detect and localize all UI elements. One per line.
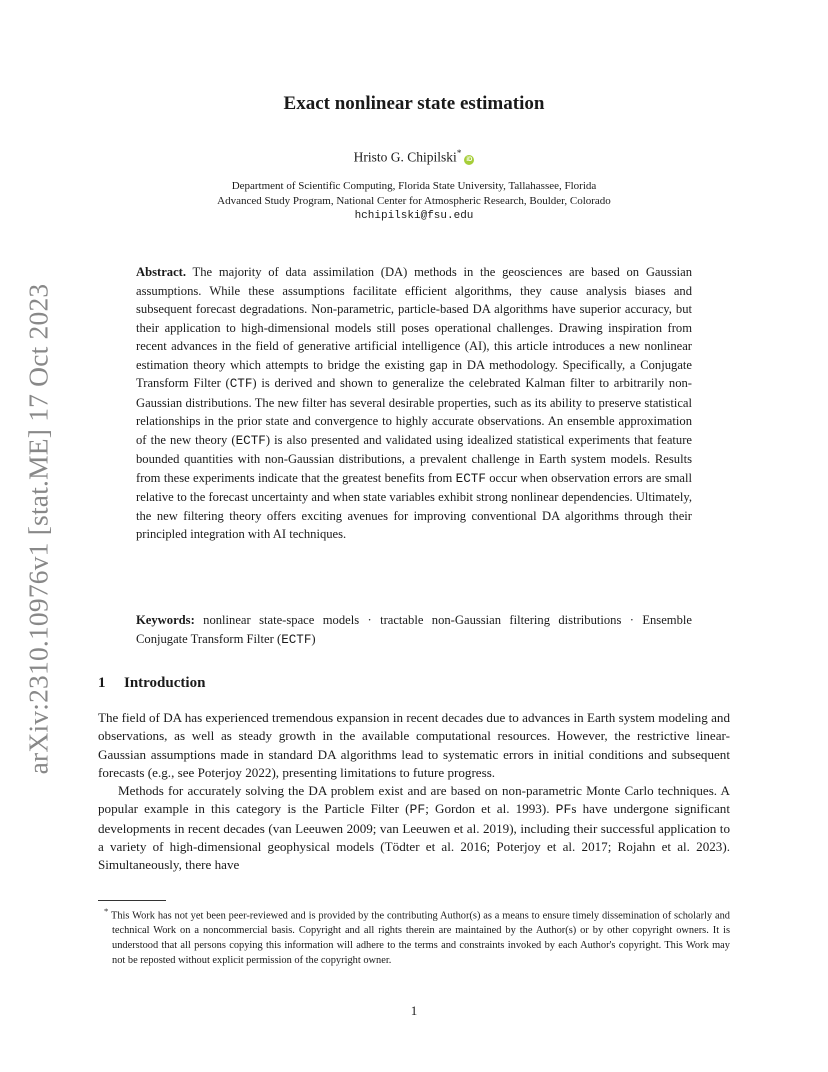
abstract-text-2: ) is derived and shown to generalize the celebrated Kalman filter to arbitrarily non-Gaussian distributions. The new filter has several desirable properties, such as its ability to preserve statistical relationships in the prior state and convergence to highly accurate observations. An ensemble approximation of the new theory ( xyxy=(136,376,692,447)
section-heading xyxy=(98,675,205,692)
affiliation-1: Department of Scientific Computing, Florida State University, Tallahassee, Florida xyxy=(231,180,597,192)
affiliations xyxy=(0,179,828,224)
keywords-text: nonlinear state-space models · tractable non-Gaussian filtering distributions · Ensemble Conjugate Transform Filter ( xyxy=(136,613,692,646)
introduction-body xyxy=(98,709,730,875)
abstract-text-4: occur when observation errors are small relative to the forecast uncertainty and when state variables exhibit strong nonlinear dependencies. Ultimately, the new filtering theory offers exciting avenues for improving conventional DA algorithms through their principled integration with AI techniques. xyxy=(136,470,692,541)
paper-title: Exact nonlinear state estimation xyxy=(283,93,545,114)
arxiv-identifier: arXiv:2310.10976v1 [stat.ME] 17 Oct 2023 xyxy=(22,283,53,775)
intro-paragraph-2 xyxy=(98,782,730,874)
abstract-code-ectf-2: ECTF xyxy=(455,471,486,486)
abstract-text-3: ) is also presented and validated using idealized statistical experiments that feature bounded quantities with non-Gaussian distributions, a prevalent challenge in Earth system models. Results from these experiments indicate that the greatest benefits from xyxy=(136,432,692,485)
section-number: 1 xyxy=(98,675,106,691)
abstract-text-1: The majority of data assimilation (DA) methods in the geosciences are based on Gaussian assumptions. While these assumptions facilitate efficient algorithms, they cause analysis biases and subsequent forecast degradations. Non-parametric, particle-based DA algorithms have superior accuracy, but their application to high-dimensional models still poses operational challenges. Drawing inspiration from recent advances in the field of generative artificial intelligence (AI), this article introduces a new nonlinear estimation theory which attempts to bridge the existing gap in DA methodology. Specifically, a Conjugate Transform Filter ( xyxy=(136,265,693,390)
keywords-label: Keywords: xyxy=(136,613,195,627)
intro-code-pf: PF xyxy=(409,802,426,818)
orcid-icon[interactable]: iD xyxy=(466,156,473,163)
footnote-text: This Work has not yet been peer-reviewed and is provided by the contributing Author(s) as a means to ensure timely dissemination of scholarly and technical Work on a noncommercial basis. Copyright and all rights therein are maintained by the Author(s) or by other copyright owners. It is understood that all persons copying this information will adhere to the terms and constraints invoked by each Author's copyright. This Work may not be reposted without explicit permission of the copyright owner. xyxy=(111,910,730,966)
arxiv-identifier-stamp xyxy=(16,284,60,774)
abstract-code-ctf: CTF xyxy=(229,377,253,391)
intro-p2-text-a: Methods for accurately solving the DA problem exist and are based on non-parametric Monte Carlo techniques. A popular example in this category is the Particle Filter ( xyxy=(98,783,730,817)
abstract-label: Abstract. xyxy=(136,265,187,279)
footnote-body xyxy=(98,904,730,968)
abstract xyxy=(136,263,692,544)
abstract-code-ectf: ECTF xyxy=(235,433,266,448)
intro-p2-text-b: ; Gordon et al. 1993). xyxy=(425,801,556,817)
intro-code-pf-2: PF xyxy=(555,802,572,818)
keywords-code: ECTF xyxy=(281,632,312,647)
page-number: 1 xyxy=(410,1003,418,1018)
author-name: Hristo G. Chipilski xyxy=(353,149,457,165)
keywords xyxy=(136,611,692,649)
author-line xyxy=(0,148,828,166)
footnote-rule xyxy=(98,900,166,901)
section-title: Introduction xyxy=(124,675,206,691)
keywords-end: ) xyxy=(311,631,316,646)
intro-paragraph-1: The field of DA has experienced tremendous expansion in recent decades due to advances in Earth system modeling and observations, as well as steady growth in the available computational resources. However, the restrictive linear-Gaussian assumptions made in standard DA algorithms lead to systematic errors in initial conditions and subsequent forecasts (e.g., see Poterjoy 2022), presenting limitations to future progress. xyxy=(98,710,730,780)
footnote-mark: * xyxy=(104,906,109,916)
author-email[interactable]: hchipilski@fsu.edu xyxy=(354,210,474,222)
affiliation-2: Advanced Study Program, National Center for Atmospheric Research, Boulder, Colorado xyxy=(217,195,611,207)
footnote xyxy=(98,904,730,968)
intro-p2-text-c: s have undergone significant developments in recent decades (van Leeuwen 2009; van Leeuwen et al. 2019), including their successful application to a variety of high-dimensional geophysical models (Tödter et al. 2016; Poterjoy et al. 2017; Rojahn et al. 2023). Simultaneously, there have xyxy=(98,801,730,873)
author-footnote-mark: * xyxy=(456,148,462,158)
